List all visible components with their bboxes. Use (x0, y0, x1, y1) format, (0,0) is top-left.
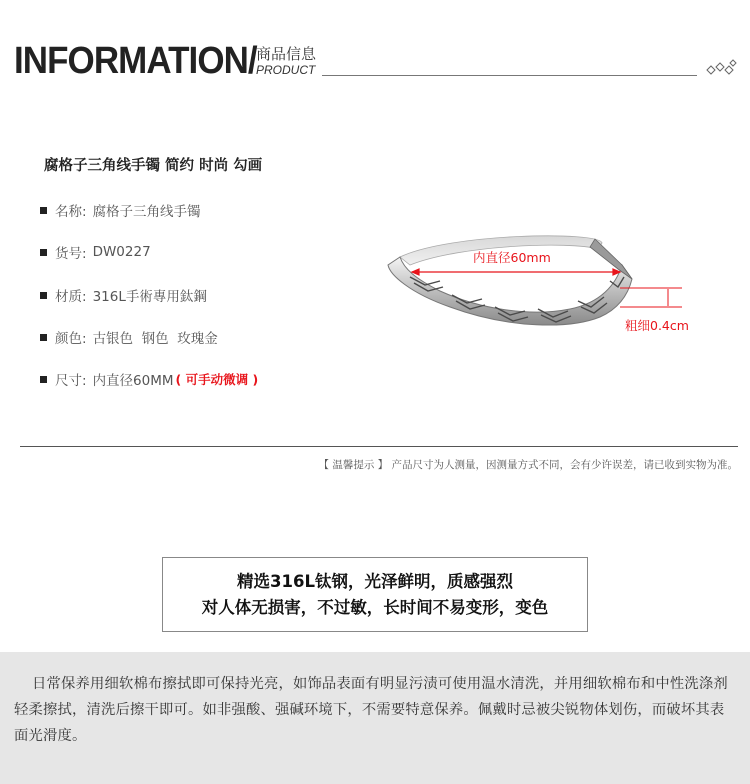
spec-label: 材质: (55, 289, 87, 305)
spec-value: DW0227 (92, 244, 151, 260)
spec-value: 古银色 钢色 玫瑰金 (92, 331, 218, 347)
spec-value: 316L手術專用鈦鋼 (92, 289, 207, 305)
spec-value: 腐格子三角线手镯 (92, 204, 201, 220)
spec-label: 尺寸: (55, 373, 87, 389)
feature-line-2: 对人体无损害，不过敏，长时间不易变形，变色 (201, 597, 549, 617)
feature-box (162, 557, 588, 632)
bullet-icon (40, 292, 47, 299)
section-divider (20, 446, 738, 447)
diamond-ornament-icon (702, 58, 740, 80)
spec-row-size (40, 369, 258, 389)
bullet-icon (40, 376, 47, 383)
section-subtitle-en: PRODUCT (256, 63, 316, 77)
bullet-icon (40, 249, 47, 256)
spec-row-color (40, 327, 218, 347)
spec-value: 内直径60MM (92, 373, 174, 389)
spec-row-material (40, 285, 207, 305)
spec-label: 颜色: (55, 331, 87, 347)
spec-label: 货号: (55, 246, 87, 262)
bullet-icon (40, 207, 47, 214)
spec-row-sku (40, 242, 151, 262)
thickness-label: 粗细0.4cm (625, 318, 689, 333)
spec-note: ( 可手动微调 ) (175, 372, 259, 387)
care-instructions: 日常保养用细软棉布擦拭即可保持光亮，如饰品表面有明显污渍可使用温水清洗，并用细软棉布和中性洗涤剂轻柔擦拭，清洗后擦干即可。如非强酸、强碱环境下，不需要特意保养。佩戴时忌被尖锐物体划伤，而破坏其表面光滑度。 (14, 676, 728, 744)
header-underline (322, 75, 697, 76)
diameter-label: 内直径60mm (473, 250, 551, 265)
spec-row-name (40, 200, 201, 220)
product-title: 腐格子三角线手镯 简约 时尚 勾画 (44, 158, 263, 174)
section-title: INFORMATION/ (14, 40, 257, 82)
spec-label: 名称: (55, 204, 87, 220)
feature-line-1: 精选316L钛钢，光泽鲜明，质感强烈 (237, 571, 513, 591)
section-subtitle-cn: 商品信息 (256, 45, 317, 63)
bullet-icon (40, 334, 47, 341)
size-tip: 【 温馨提示 】 产品尺寸为人测量，因测量方式不同，会有少许误差，请已收到实物为准。 (318, 459, 738, 471)
